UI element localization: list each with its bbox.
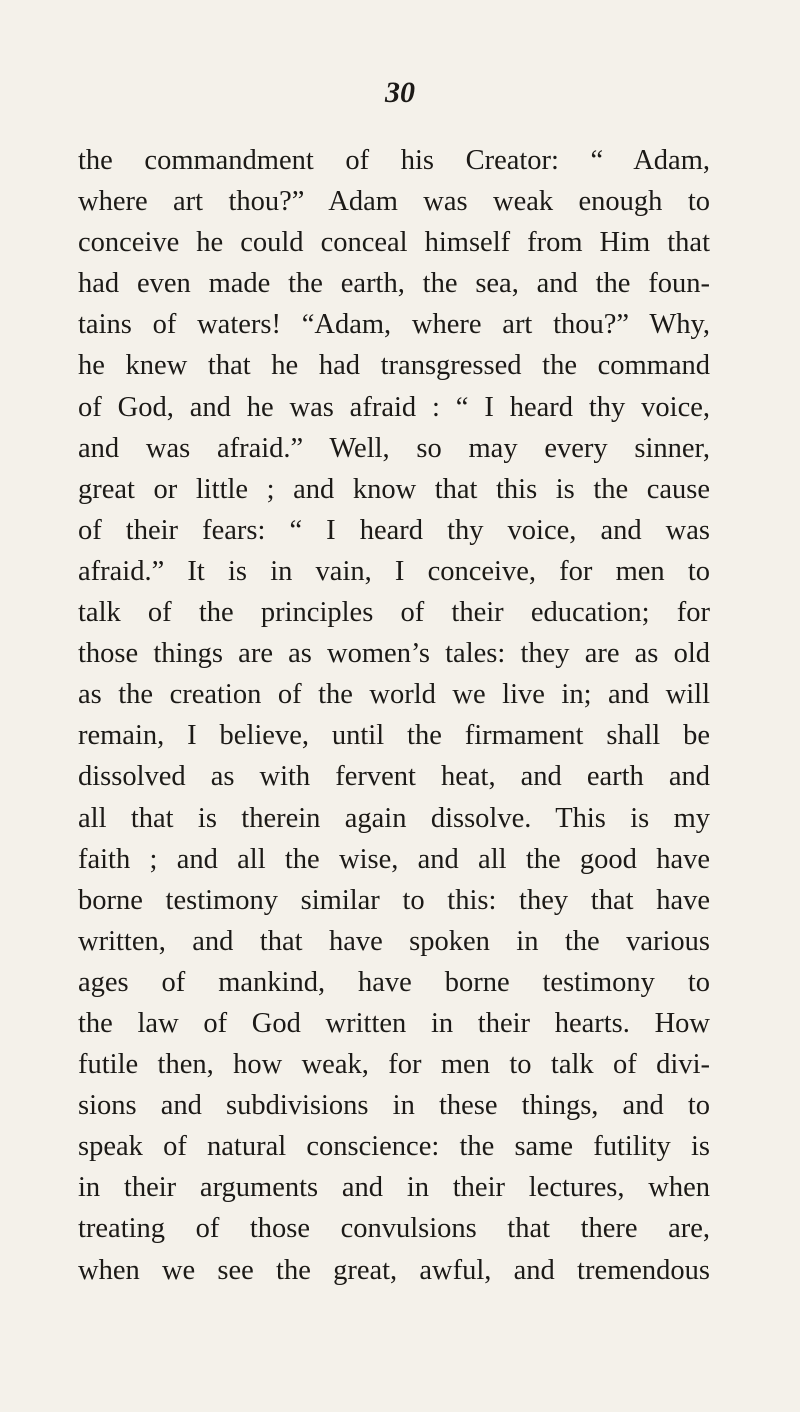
text-line: talk of the principles of their education; for bbox=[78, 597, 710, 629]
text-line: tains of waters! “Adam, where art thou?” Why, bbox=[78, 309, 710, 341]
text-line: afraid.” It is in vain, I conceive, for men to bbox=[78, 555, 710, 587]
text-line: the commandment of his Creator: “ Adam, bbox=[78, 145, 710, 176]
text-line: when we see the great, awful, and tremendous bbox=[78, 1254, 710, 1286]
text-line: dissolved as with fervent heat, and earth and bbox=[78, 761, 710, 793]
text-line: remain, I believe, until the firmament shall be bbox=[78, 720, 710, 752]
text-line: borne testimony similar to this: they that have bbox=[78, 884, 710, 916]
text-line: speak of natural conscience: the same futility is bbox=[78, 1131, 710, 1163]
text-line: written, and that have spoken in the various bbox=[78, 925, 710, 957]
text-line: where art thou?” Adam was weak enough to bbox=[78, 186, 710, 218]
text-line: treating of those convulsions that there are, bbox=[78, 1213, 710, 1245]
text-line: futile then, how weak, for men to talk of divi- bbox=[78, 1049, 710, 1081]
text-line: sions and subdivisions in these things, and to bbox=[78, 1090, 710, 1122]
text-line: conceive he could conceal himself from Him that bbox=[78, 227, 710, 259]
text-line: as the creation of the world we live in; and will bbox=[78, 679, 710, 711]
text-line: great or little ; and know that this is the cause bbox=[78, 473, 710, 505]
body-text bbox=[78, 140, 710, 1291]
text-line: had even made the earth, the sea, and the foun- bbox=[78, 268, 710, 300]
page-number: 30 bbox=[385, 76, 415, 109]
text-line: of God, and he was afraid : “ I heard thy voice, bbox=[78, 391, 710, 423]
text-line: he knew that he had transgressed the command bbox=[78, 350, 710, 382]
text-line: the law of God written in their hearts. How bbox=[78, 1007, 710, 1039]
text-line: of their fears: “ I heard thy voice, and was bbox=[78, 514, 710, 546]
text-line: all that is therein again dissolve. This is my bbox=[78, 802, 710, 834]
text-line: and was afraid.” Well, so may every sinner, bbox=[78, 432, 710, 464]
text-line: ages of mankind, have borne testimony to bbox=[78, 966, 710, 998]
text-line: faith ; and all the wise, and all the good have bbox=[78, 843, 710, 875]
text-line: those things are as women’s tales: they are as old bbox=[78, 638, 710, 670]
text-line: in their arguments and in their lectures, when bbox=[78, 1172, 710, 1204]
